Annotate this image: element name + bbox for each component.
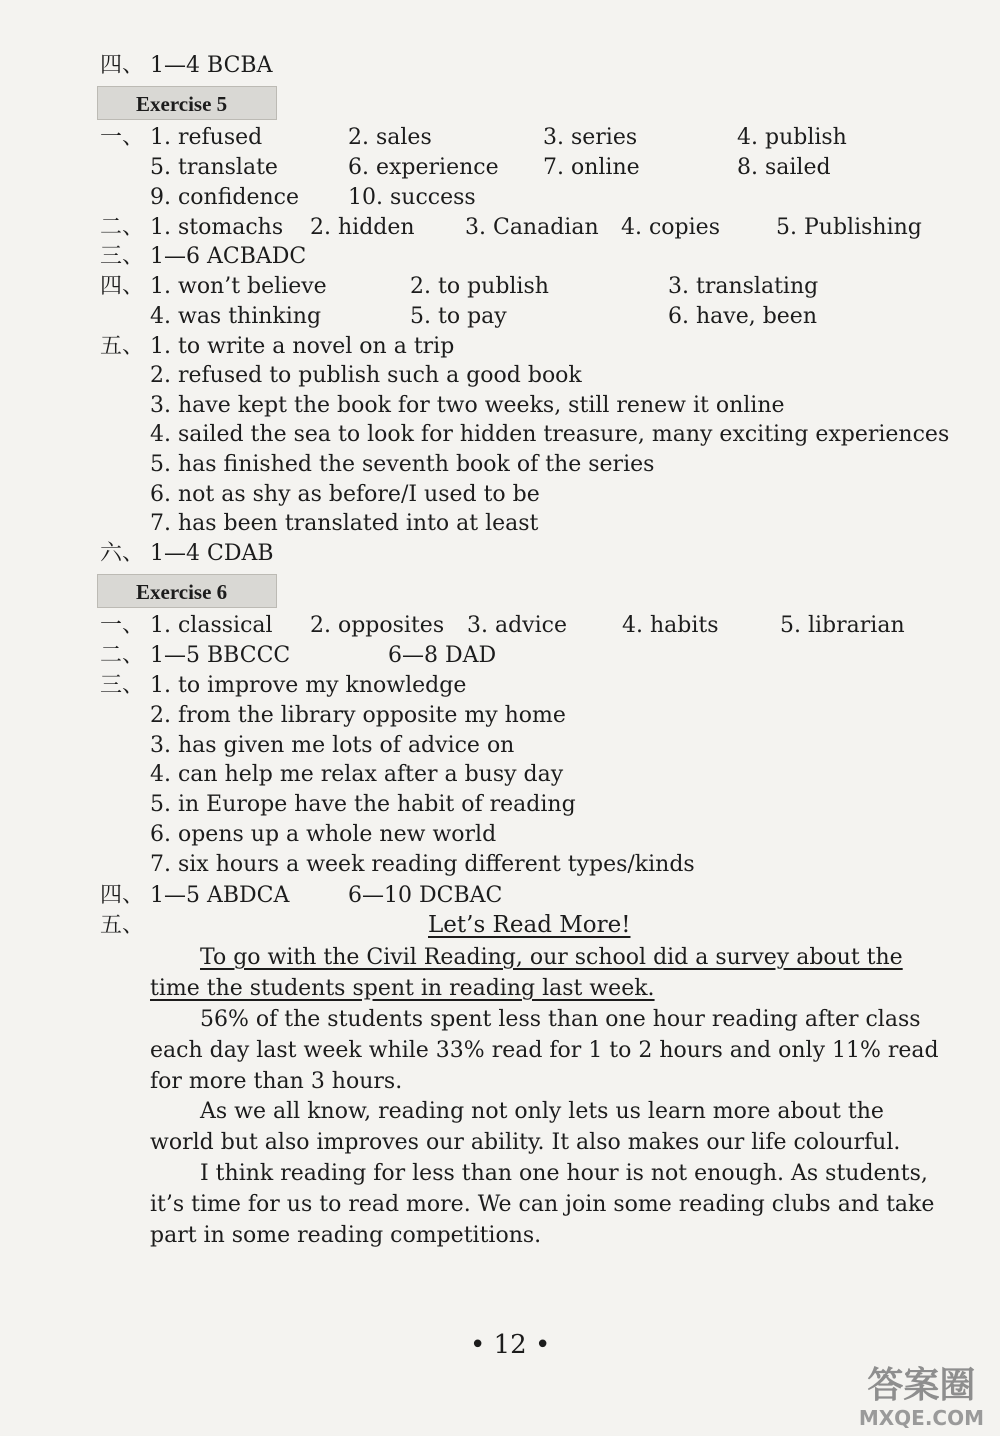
answer-item: 10. success <box>348 185 476 210</box>
answer-item: 1. refused <box>150 125 263 150</box>
answer-line: 2. refused to publish such a good book <box>150 363 582 388</box>
answer-item: 6. experience <box>348 155 499 180</box>
answer-item: 3. series <box>543 125 638 150</box>
section-number: 三、 <box>100 244 145 269</box>
answer-item: 5. librarian <box>780 613 905 638</box>
answer-line: 1—4 BCBA <box>150 53 273 78</box>
answer-line: 1. to improve my knowledge <box>150 673 467 698</box>
answer-item: 1. won’t believe <box>150 274 327 299</box>
answer-item: 3. translating <box>668 274 819 299</box>
answer-line: 3. has given me lots of advice on <box>150 733 515 758</box>
section-number: 二、 <box>100 215 145 240</box>
section-number: 六、 <box>100 541 145 566</box>
answer-item: 4. habits <box>622 613 719 638</box>
section-number: 一、 <box>100 125 145 150</box>
essay-paragraph <box>150 942 948 1004</box>
answer-line: 4. can help me relax after a busy day <box>150 762 564 787</box>
answer-item: 4. was thinking <box>150 304 322 329</box>
answer-item: 9. confidence <box>150 185 300 210</box>
essay-paragraph: 56% of the students spent less than one hour reading after class each day last week while 33% read for 1 to 2 hours and only 11% read for more than 3 hours. <box>150 1007 939 1094</box>
section-number: 一、 <box>100 613 145 638</box>
answer-item: 5. to pay <box>410 304 507 329</box>
page-number: • 12 • <box>470 1330 551 1360</box>
exercise-5-title: Exercise 5 <box>97 86 277 120</box>
answer-item: 1—5 BBCCC <box>150 643 291 668</box>
watermark-logo-text: 答案圈 <box>867 1365 976 1406</box>
answer-line: 7. has been translated into at least <box>150 511 539 536</box>
watermark-site-text: MXQE.COM <box>858 1406 984 1430</box>
answer-line: 6. opens up a whole new world <box>150 822 497 847</box>
section-number: 四、 <box>100 883 145 908</box>
section-number: 五、 <box>100 913 145 938</box>
answer-line: 2. from the library opposite my home <box>150 703 566 728</box>
answer-item: 5. Publishing <box>776 215 922 240</box>
answer-item: 8. sailed <box>737 155 831 180</box>
answer-item: 6—8 DAD <box>388 643 497 668</box>
answer-line: 4. sailed the sea to look for hidden treasure, many exciting experiences <box>150 422 950 447</box>
essay-paragraph: As we all know, reading not only lets us learn more about the world but also improves our ability. It also makes our life colourful. <box>150 1099 901 1155</box>
answer-line: 7. six hours a week reading different types/kinds <box>150 852 695 877</box>
watermark-logo <box>859 1366 984 1430</box>
essay-underlined-sentence: To go with the Civil Reading, our school did a survey about the time the students spent in reading last week. <box>150 945 903 1001</box>
answer-line: 1—4 CDAB <box>150 541 274 566</box>
answer-item: 2. opposites <box>310 613 445 638</box>
answer-item: 1—5 ABDCA <box>150 883 290 908</box>
answer-item: 2. hidden <box>310 215 415 240</box>
answer-item: 3. advice <box>467 613 567 638</box>
answer-item: 7. online <box>543 155 640 180</box>
section-number: 四、 <box>100 274 145 299</box>
section-number: 三、 <box>100 673 145 698</box>
answer-item: 2. sales <box>348 125 432 150</box>
answer-item: 4. publish <box>737 125 847 150</box>
answer-item: 4. copies <box>621 215 720 240</box>
answer-line: 6. not as shy as before/I used to be <box>150 482 540 507</box>
answer-item: 1. stomachs <box>150 215 284 240</box>
answer-item: 3. Canadian <box>465 215 599 240</box>
section-number: 四、 <box>100 53 145 78</box>
answer-item: 6—10 DCBAC <box>348 883 503 908</box>
essay-paragraph: I think reading for less than one hour is not enough. As students, it’s time for us to read more. We can join some reading clubs and take part in some reading competitions. <box>150 1161 935 1248</box>
answer-line: 1—6 ACBADC <box>150 244 307 269</box>
answer-item: 1. classical <box>150 613 273 638</box>
answer-line: 3. have kept the book for two weeks, still renew it online <box>150 393 785 418</box>
answer-line: 5. has finished the seventh book of the series <box>150 452 655 477</box>
answer-line: 1. to write a novel on a trip <box>150 334 455 359</box>
section-number: 二、 <box>100 643 145 668</box>
exercise-6-title: Exercise 6 <box>97 574 277 608</box>
answer-line: 5. in Europe have the habit of reading <box>150 792 576 817</box>
answer-item: 2. to publish <box>410 274 549 299</box>
section-number: 五、 <box>100 334 145 359</box>
answer-item: 5. translate <box>150 155 278 180</box>
essay-heading: Let’s Read More! <box>428 912 631 938</box>
answer-item: 6. have, been <box>668 304 817 329</box>
